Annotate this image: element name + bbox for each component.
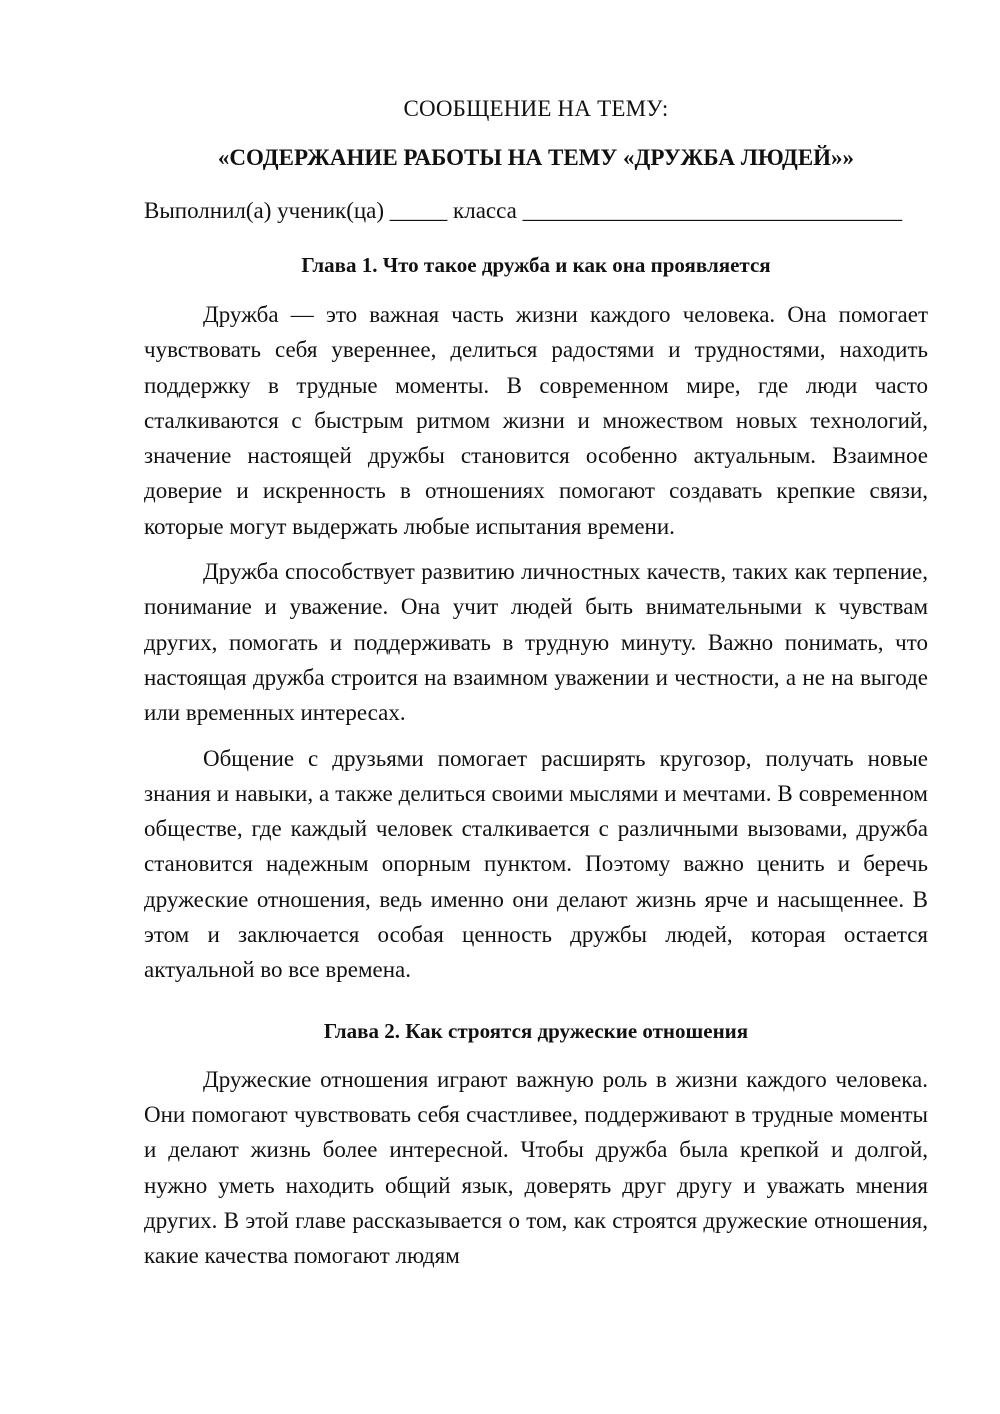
document-body xyxy=(144,94,928,1273)
chapter-1 xyxy=(144,251,928,988)
chapter-2-heading: Глава 2. Как строятся дружеские отношения xyxy=(323,1018,749,1043)
document-title-line-2: «СОДЕРЖАНИЕ РАБОТЫ НА ТЕМУ «ДРУЖБА ЛЮДЕЙ»» xyxy=(217,145,855,170)
chapter-2-paragraph-1: Дружеские отношения играют важную роль в жизни каждого человека. Они помогают чувствовать себя счастливее, поддерживают в трудные моменты и делают жизнь более интересной. Чтобы дружба была крепкой и долгой, нужно уметь находить общий язык, доверять друг другу и уважать мнения других. В этой главе рассказывается о том, как строятся дружеские отношения, какие качества помогают людям xyxy=(144,1066,928,1269)
chapter-1-paragraph-1: Дружба — это важная часть жизни каждого человека. Она помогает чувствовать себя увереннее, делиться радостями и трудностями, находить поддержку в трудные моменты. В современном мире, где люди часто сталкиваются с быстрым ритмом жизни и множеством новых технологий, значение настоящей дружбы становится особенно актуальным. Взаимное доверие и искренность в отношениях помогают создавать крепкие связи, которые могут выдержать любые испытания времени. xyxy=(144,302,928,539)
student-info-line: Выполнил(а) ученик(ца) _____ класса _________________________________ xyxy=(144,198,903,223)
chapter-1-paragraph-3: Общение с друзьями помогает расширять кругозор, получать новые знания и навыки, а также делиться своими мыслями и мечтами. В современном обществе, где каждый человек сталкивается с различными вызовами, дружба становится надежным опорным пунктом. Поэтому важно ценить и беречь дружеские отношения, ведь именно они делают жизнь ярче и насыщеннее. В этом и заключается особая ценность дружбы людей, которая остается актуальной во все времена. xyxy=(144,745,928,983)
chapter-1-heading: Глава 1. Что такое дружба и как она проявляется xyxy=(301,253,771,277)
chapter-2 xyxy=(144,1017,928,1274)
document-title-line-1: СООБЩЕНИЕ НА ТЕМУ: xyxy=(403,96,669,121)
chapter-1-paragraph-2: Дружба способствует развитию личностных качеств, таких как терпение, понимание и уважение. Она учит людей быть внимательными к чувствам других, помогать и поддерживать в трудную минуту. Важно понимать, что настоящая дружба строится на взаимном уважении и честности, а не на выгоде или временных интересах. xyxy=(144,559,928,726)
